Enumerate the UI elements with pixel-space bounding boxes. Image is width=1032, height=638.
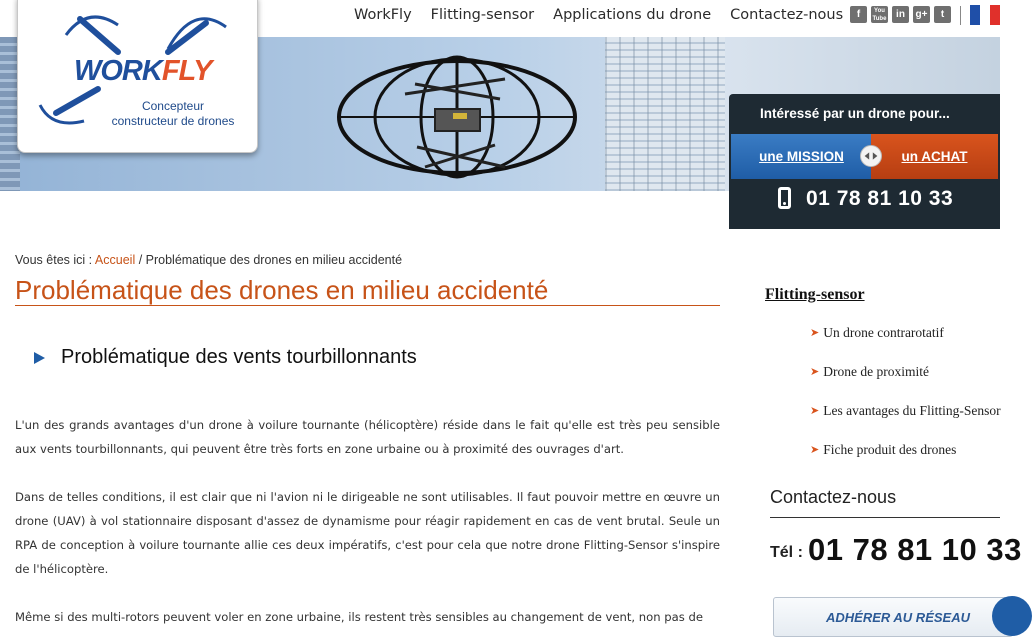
sidebar-item-proximite[interactable] xyxy=(810,364,1001,403)
tel-number[interactable]: 01 78 81 10 33 xyxy=(808,532,1022,567)
article-paragraph: Dans de telles conditions, il est clair que ni l'avion ni le dirigeable ne sont utilisables. Il faut pouvoir mettre en œuvre un drone (UAV) à vol stationnaire disposant d'assez de dynamisme pour réagir rapidement en cas de vent brutal. Seule un RPA de conception à voilure tournante allie ces deux impératifs, c'est pour cela que notre drone Flitting-Sensor s'inspire de l'hélicoptère. xyxy=(15,490,720,576)
breadcrumb-separator: / xyxy=(135,253,146,267)
logo-tagline xyxy=(88,99,258,129)
breadcrumb-current: Problématique des drones en milieu accidenté xyxy=(145,253,403,267)
linkedin-icon[interactable]: in xyxy=(892,6,909,23)
sidebar-item-label[interactable]: Fiche produit des drones xyxy=(823,442,957,457)
article-paragraph: Même si des multi-rotors peuvent voler en zone urbaine, ils restent très sensibles au changement de vent, non pas de xyxy=(15,610,703,624)
facebook-icon[interactable]: f xyxy=(850,6,867,23)
cta-mission-button[interactable] xyxy=(731,134,872,179)
breadcrumb-prefix: Vous êtes ici : xyxy=(15,253,95,267)
sidebar-title[interactable]: Flitting-sensor xyxy=(765,286,865,303)
main-menu xyxy=(354,7,862,23)
flag-stripe-white xyxy=(980,5,990,25)
sidebar-item-label[interactable]: Drone de proximité xyxy=(823,364,929,379)
cta-mission-link[interactable]: une MISSION xyxy=(759,149,844,164)
nav-item-workfly[interactable]: WorkFly xyxy=(354,7,412,23)
cta-achat-button[interactable] xyxy=(871,134,998,179)
sidebar-links xyxy=(810,325,1001,481)
tel-label: Tél : xyxy=(770,544,803,561)
cta-box xyxy=(729,94,1000,229)
nav-item-applications[interactable]: Applications du drone xyxy=(553,7,712,23)
section-heading-text: Problématique des vents tourbillonnants xyxy=(61,346,417,368)
arrows-icon xyxy=(860,145,882,167)
nav-divider xyxy=(960,6,961,25)
sidebar-item-contrarotatif[interactable] xyxy=(810,325,1001,364)
cta-phone-number[interactable]: 01 78 81 10 33 xyxy=(806,187,954,210)
twitter-icon[interactable]: t xyxy=(934,6,951,23)
sidebar-item-label[interactable]: Un drone contrarotatif xyxy=(823,325,944,340)
flag-stripe-red xyxy=(990,5,1000,25)
join-network-badge-icon xyxy=(992,596,1032,636)
chevron-right-icon: ➤ xyxy=(810,405,820,417)
page-title: Problématique des drones en milieu accidenté xyxy=(15,276,720,306)
logo-word-work: WORK xyxy=(74,55,162,87)
logo-wordmark xyxy=(74,55,211,88)
sidebar-item-avantages[interactable] xyxy=(810,403,1001,442)
cta-title: Intéressé par un drone pour... xyxy=(760,106,950,121)
breadcrumb xyxy=(15,253,402,267)
join-network-button[interactable]: ADHÉRER AU RÉSEAU xyxy=(773,597,1013,637)
triangle-bullet-icon xyxy=(34,352,45,364)
french-flag-icon[interactable] xyxy=(970,5,1000,25)
banner-building-right xyxy=(605,37,725,191)
mobile-phone-icon xyxy=(778,187,791,209)
logo-word-fly: FLY xyxy=(161,55,212,87)
article-paragraph: L'un des grands avantages d'un drone à voilure tournante (hélicoptère) réside dans le fait qu'elle est très peu sensible aux vents tourbillonnants, qui peuvent être très forts en zone urbaine ou à proximité des ouvrages d'art. xyxy=(15,418,720,456)
flag-stripe-blue xyxy=(970,5,980,25)
google-plus-icon[interactable]: g+ xyxy=(913,6,930,23)
contact-heading: Contactez-nous xyxy=(770,487,897,507)
drone-image xyxy=(335,49,580,187)
chevron-right-icon: ➤ xyxy=(810,366,820,378)
sidebar-item-label[interactable]: Les avantages du Flitting-Sensor xyxy=(823,403,1001,418)
nav-item-contact[interactable]: Contactez-nous xyxy=(730,7,844,23)
cta-achat-link[interactable]: un ACHAT xyxy=(901,149,968,164)
logo-tagline-line2: constructeur de drones xyxy=(111,114,235,128)
social-links xyxy=(850,6,951,23)
youtube-icon[interactable]: You Tube xyxy=(872,8,887,22)
logo[interactable] xyxy=(17,0,258,153)
breadcrumb-home-link[interactable]: Accueil xyxy=(94,253,136,267)
chevron-right-icon: ➤ xyxy=(810,327,820,339)
contact-divider xyxy=(770,517,1000,518)
logo-tagline-line1: Concepteur xyxy=(141,99,205,113)
nav-item-flitting-sensor[interactable]: Flitting-sensor xyxy=(430,7,535,23)
chevron-right-icon: ➤ xyxy=(810,444,820,456)
sidebar-item-fiche-produit[interactable] xyxy=(810,442,1001,481)
section-heading xyxy=(34,346,417,369)
